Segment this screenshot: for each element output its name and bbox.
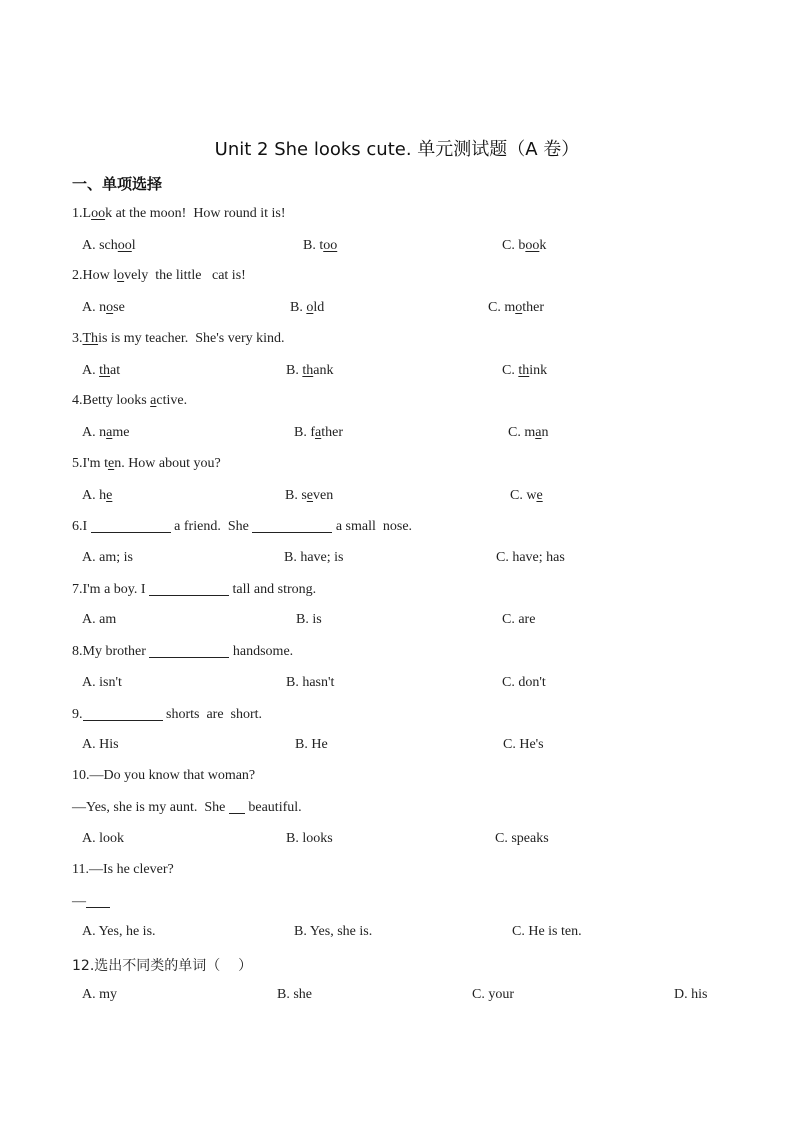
question-10-reply: —Yes, she is my aunt. She beautiful. xyxy=(72,800,302,815)
page-title: Unit 2 She looks cute. 单元测试题（A 卷） xyxy=(214,139,580,160)
question-3: 3.This is my teacher. She's very kind. xyxy=(72,331,285,346)
answer-blank[interactable] xyxy=(149,581,229,596)
question-10: 10.—Do you know that woman? xyxy=(72,768,256,783)
question-11: 11.—Is he clever? xyxy=(72,862,174,877)
q3-option-a[interactable]: A. that xyxy=(82,363,121,378)
q2-option-a[interactable]: A. nose xyxy=(82,300,125,315)
q5-option-c[interactable]: C. we xyxy=(510,488,543,503)
question-8: 8.My brother handsome. xyxy=(72,644,294,659)
q3-option-c[interactable]: C. think xyxy=(502,363,548,378)
q11-option-c[interactable]: C. He is ten. xyxy=(512,924,582,939)
q11-option-a[interactable]: A. Yes, he is. xyxy=(82,924,156,939)
question-7: 7.I'm a boy. I tall and strong. xyxy=(72,582,317,597)
q9-option-a[interactable]: A. His xyxy=(82,737,119,752)
q2-option-b[interactable]: B. old xyxy=(290,300,325,315)
question-11-reply: — xyxy=(72,893,110,910)
q1-option-b[interactable]: B. too xyxy=(303,238,338,253)
q1-option-a[interactable]: A. school xyxy=(82,238,136,253)
q10-option-a[interactable]: A. look xyxy=(82,831,124,846)
question-5: 5.I'm ten. How about you? xyxy=(72,456,221,471)
q4-option-a[interactable]: A. name xyxy=(82,425,130,440)
q12-option-c[interactable]: C. your xyxy=(472,987,514,1002)
q6-option-b[interactable]: B. have; is xyxy=(284,550,344,565)
q12-option-b[interactable]: B. she xyxy=(277,987,312,1002)
q11-option-b[interactable]: B. Yes, she is. xyxy=(294,924,373,939)
question-1: 1.Look at the moon! How round it is! xyxy=(72,206,286,221)
q4-option-c[interactable]: C. man xyxy=(508,425,549,440)
q4-option-b[interactable]: B. father xyxy=(294,425,343,440)
answer-blank[interactable] xyxy=(149,643,229,658)
q8-option-b[interactable]: B. hasn't xyxy=(286,675,335,690)
answer-blank[interactable] xyxy=(86,893,110,908)
q9-option-b[interactable]: B. He xyxy=(295,737,328,752)
q2-option-c[interactable]: C. mother xyxy=(488,300,544,315)
q5-option-b[interactable]: B. seven xyxy=(285,488,334,503)
question-12: 12.选出不同类的单词（ ） xyxy=(72,958,253,974)
q6-option-a[interactable]: A. am; is xyxy=(82,550,133,565)
q7-option-c[interactable]: C. are xyxy=(502,612,536,627)
q8-option-a[interactable]: A. isn't xyxy=(82,675,122,690)
question-9: 9. shorts are short. xyxy=(72,707,263,722)
question-4: 4.Betty looks active. xyxy=(72,393,188,408)
question-6: 6.I a friend. She a small nose. xyxy=(72,519,413,534)
question-2: 2.How lovely the little cat is! xyxy=(72,268,246,283)
q12-option-a[interactable]: A. my xyxy=(82,987,117,1002)
q10-option-c[interactable]: C. speaks xyxy=(495,831,549,846)
section-heading: 一、单项选择 xyxy=(72,175,163,193)
answer-blank[interactable] xyxy=(83,706,163,721)
q10-option-b[interactable]: B. looks xyxy=(286,831,333,846)
q9-option-c[interactable]: C. He's xyxy=(503,737,544,752)
answer-blank[interactable] xyxy=(252,518,332,533)
answer-blank[interactable] xyxy=(229,799,245,814)
q7-option-b[interactable]: B. is xyxy=(296,612,322,627)
q8-option-c[interactable]: C. don't xyxy=(502,675,546,690)
q12-option-d[interactable]: D. his xyxy=(674,987,708,1002)
answer-blank[interactable] xyxy=(91,518,171,533)
q7-option-a[interactable]: A. am xyxy=(82,612,117,627)
q6-option-c[interactable]: C. have; has xyxy=(496,550,565,565)
q1-option-c[interactable]: C. book xyxy=(502,238,547,253)
q5-option-a[interactable]: A. he xyxy=(82,488,113,503)
q3-option-b[interactable]: B. thank xyxy=(286,363,334,378)
